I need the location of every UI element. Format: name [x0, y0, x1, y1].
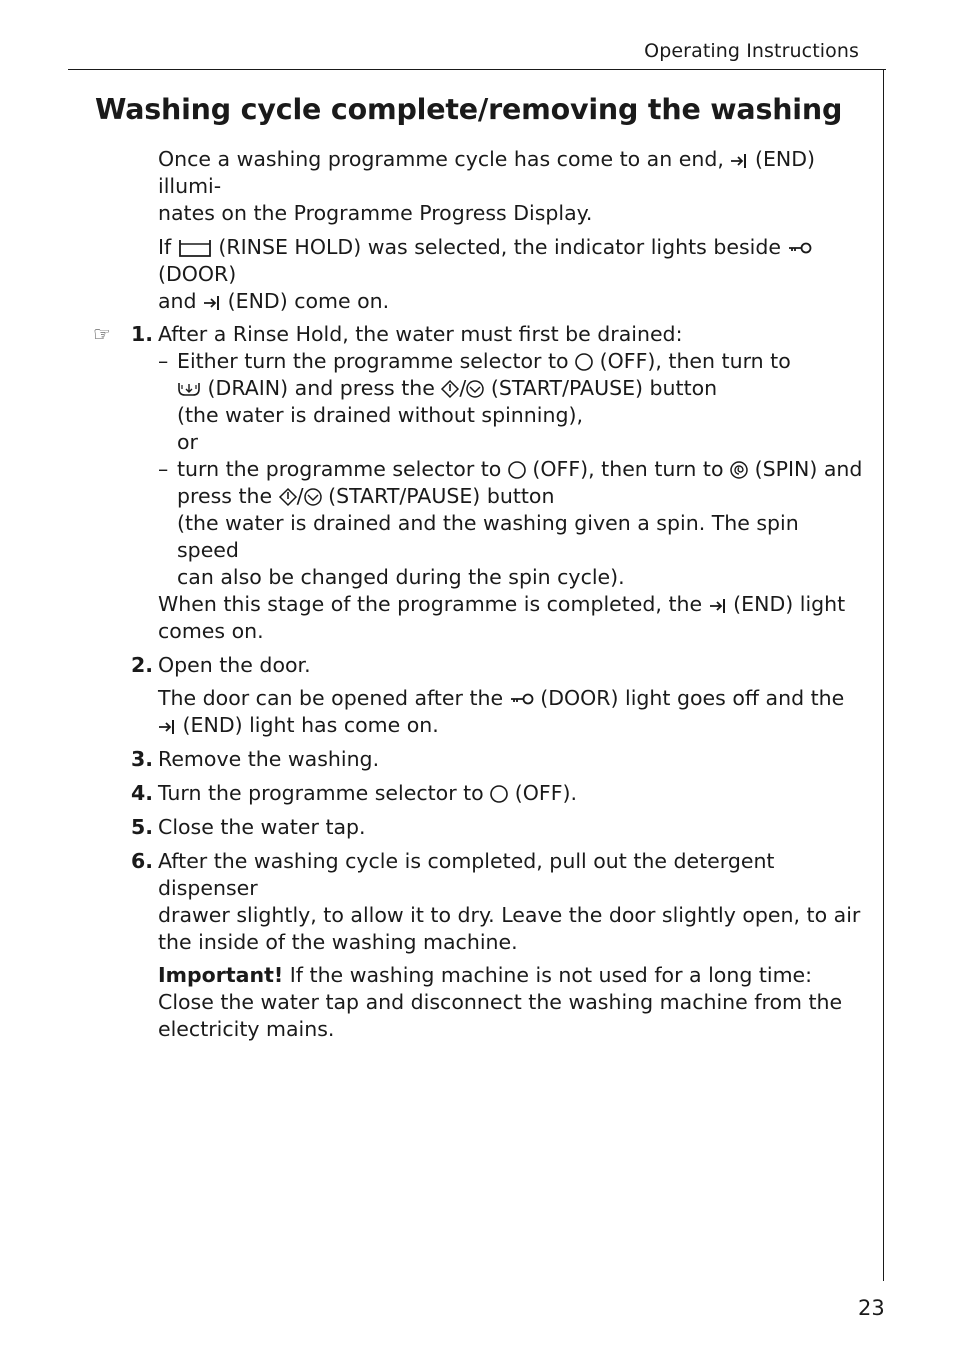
step-number: 6.: [131, 849, 154, 873]
step-1-text: After a Rinse Hold, the water must first be drained:: [158, 322, 683, 346]
end-icon: [158, 717, 176, 735]
off-icon: [575, 353, 593, 371]
step-4: [131, 780, 866, 807]
door-icon: [788, 239, 812, 257]
step-2-text: Open the door.: [158, 653, 311, 677]
drain-icon: [177, 380, 201, 398]
running-header: Operating Instructions: [644, 40, 859, 62]
step-1: ☞ 1. After a Rinse Hold, the water must first be drained: – Either turn the programme selector to (OFF), then turn to (DRAIN) and press the / (START/PAUSE) button (the water is drained without spinning), or – turn the programme selector to (OFF), then turn to (SPIN) and press the / (START/PAUSE) button (the water is drained and the washing given a spin. The spin speed can also be changed during the spin cycle). When this stage of the programme is completed, the (END) light comes on.: [158, 321, 866, 645]
pointing-hand-icon: ☞: [93, 322, 111, 346]
door-icon: [510, 690, 534, 708]
pause-icon: [304, 488, 322, 506]
step-number: 1.: [131, 322, 154, 346]
step-3: [131, 746, 866, 773]
off-icon: [508, 461, 526, 479]
step-5: [131, 814, 866, 841]
margin-rule: [883, 69, 884, 1281]
intro-paragraph-1: Once a washing programme cycle has come to an end, (END) illumi- nates on the Programme Progress Display.: [158, 147, 816, 225]
step-6-text: After the washing cycle is completed, pull out the detergent dispenser drawer slightly, to allow it to dry. Leave the door slightly open, to air the inside of the washing machine.: [158, 849, 861, 954]
drain-option-1: – Either turn the programme selector to (OFF), then turn to (DRAIN) and press the / (START/PAUSE) button (the water is drained without spinning), or: [158, 349, 791, 454]
main-content: [93, 146, 866, 1043]
end-icon: [203, 293, 221, 311]
step-5-text: Close the water tap.: [158, 815, 366, 839]
start-icon: [441, 380, 459, 398]
end-icon: [709, 596, 727, 614]
step-number: 4.: [131, 781, 154, 805]
spin-icon: [730, 461, 748, 479]
step-6: [131, 848, 866, 1043]
end-icon: [730, 151, 748, 169]
step-number: 5.: [131, 815, 154, 839]
page-title: Washing cycle complete/removing the washing: [95, 93, 843, 126]
step-number: 3.: [131, 747, 154, 771]
page-number: 23: [858, 1296, 885, 1320]
intro-paragraph-2: If (RINSE HOLD) was selected, the indicator lights beside (DOOR) and (END) come on.: [158, 234, 866, 315]
important-note: Important! If the washing machine is not used for a long time: Close the water tap and disconnect the washing machine from the electricity mains.: [158, 963, 843, 1041]
pause-icon: [466, 380, 484, 398]
step-number: 2.: [131, 653, 154, 677]
start-icon: [279, 488, 297, 506]
step-4-text: Turn the programme selector to (OFF).: [158, 781, 578, 805]
drain-option-2: – turn the programme selector to (OFF), then turn to (SPIN) and press the / (START/PAUSE) button (the water is drained and the washing given a spin. The spin speed can also be changed during the spin cycle).: [158, 457, 863, 589]
step-2: 2. Open the door. The door can be opened after the (DOOR) light goes off and the (END) light has come on.: [158, 652, 866, 739]
off-icon: [490, 785, 508, 803]
rinse-hold-icon: [178, 239, 212, 257]
header-rule: [68, 69, 886, 70]
step-3-text: Remove the washing.: [158, 747, 380, 771]
